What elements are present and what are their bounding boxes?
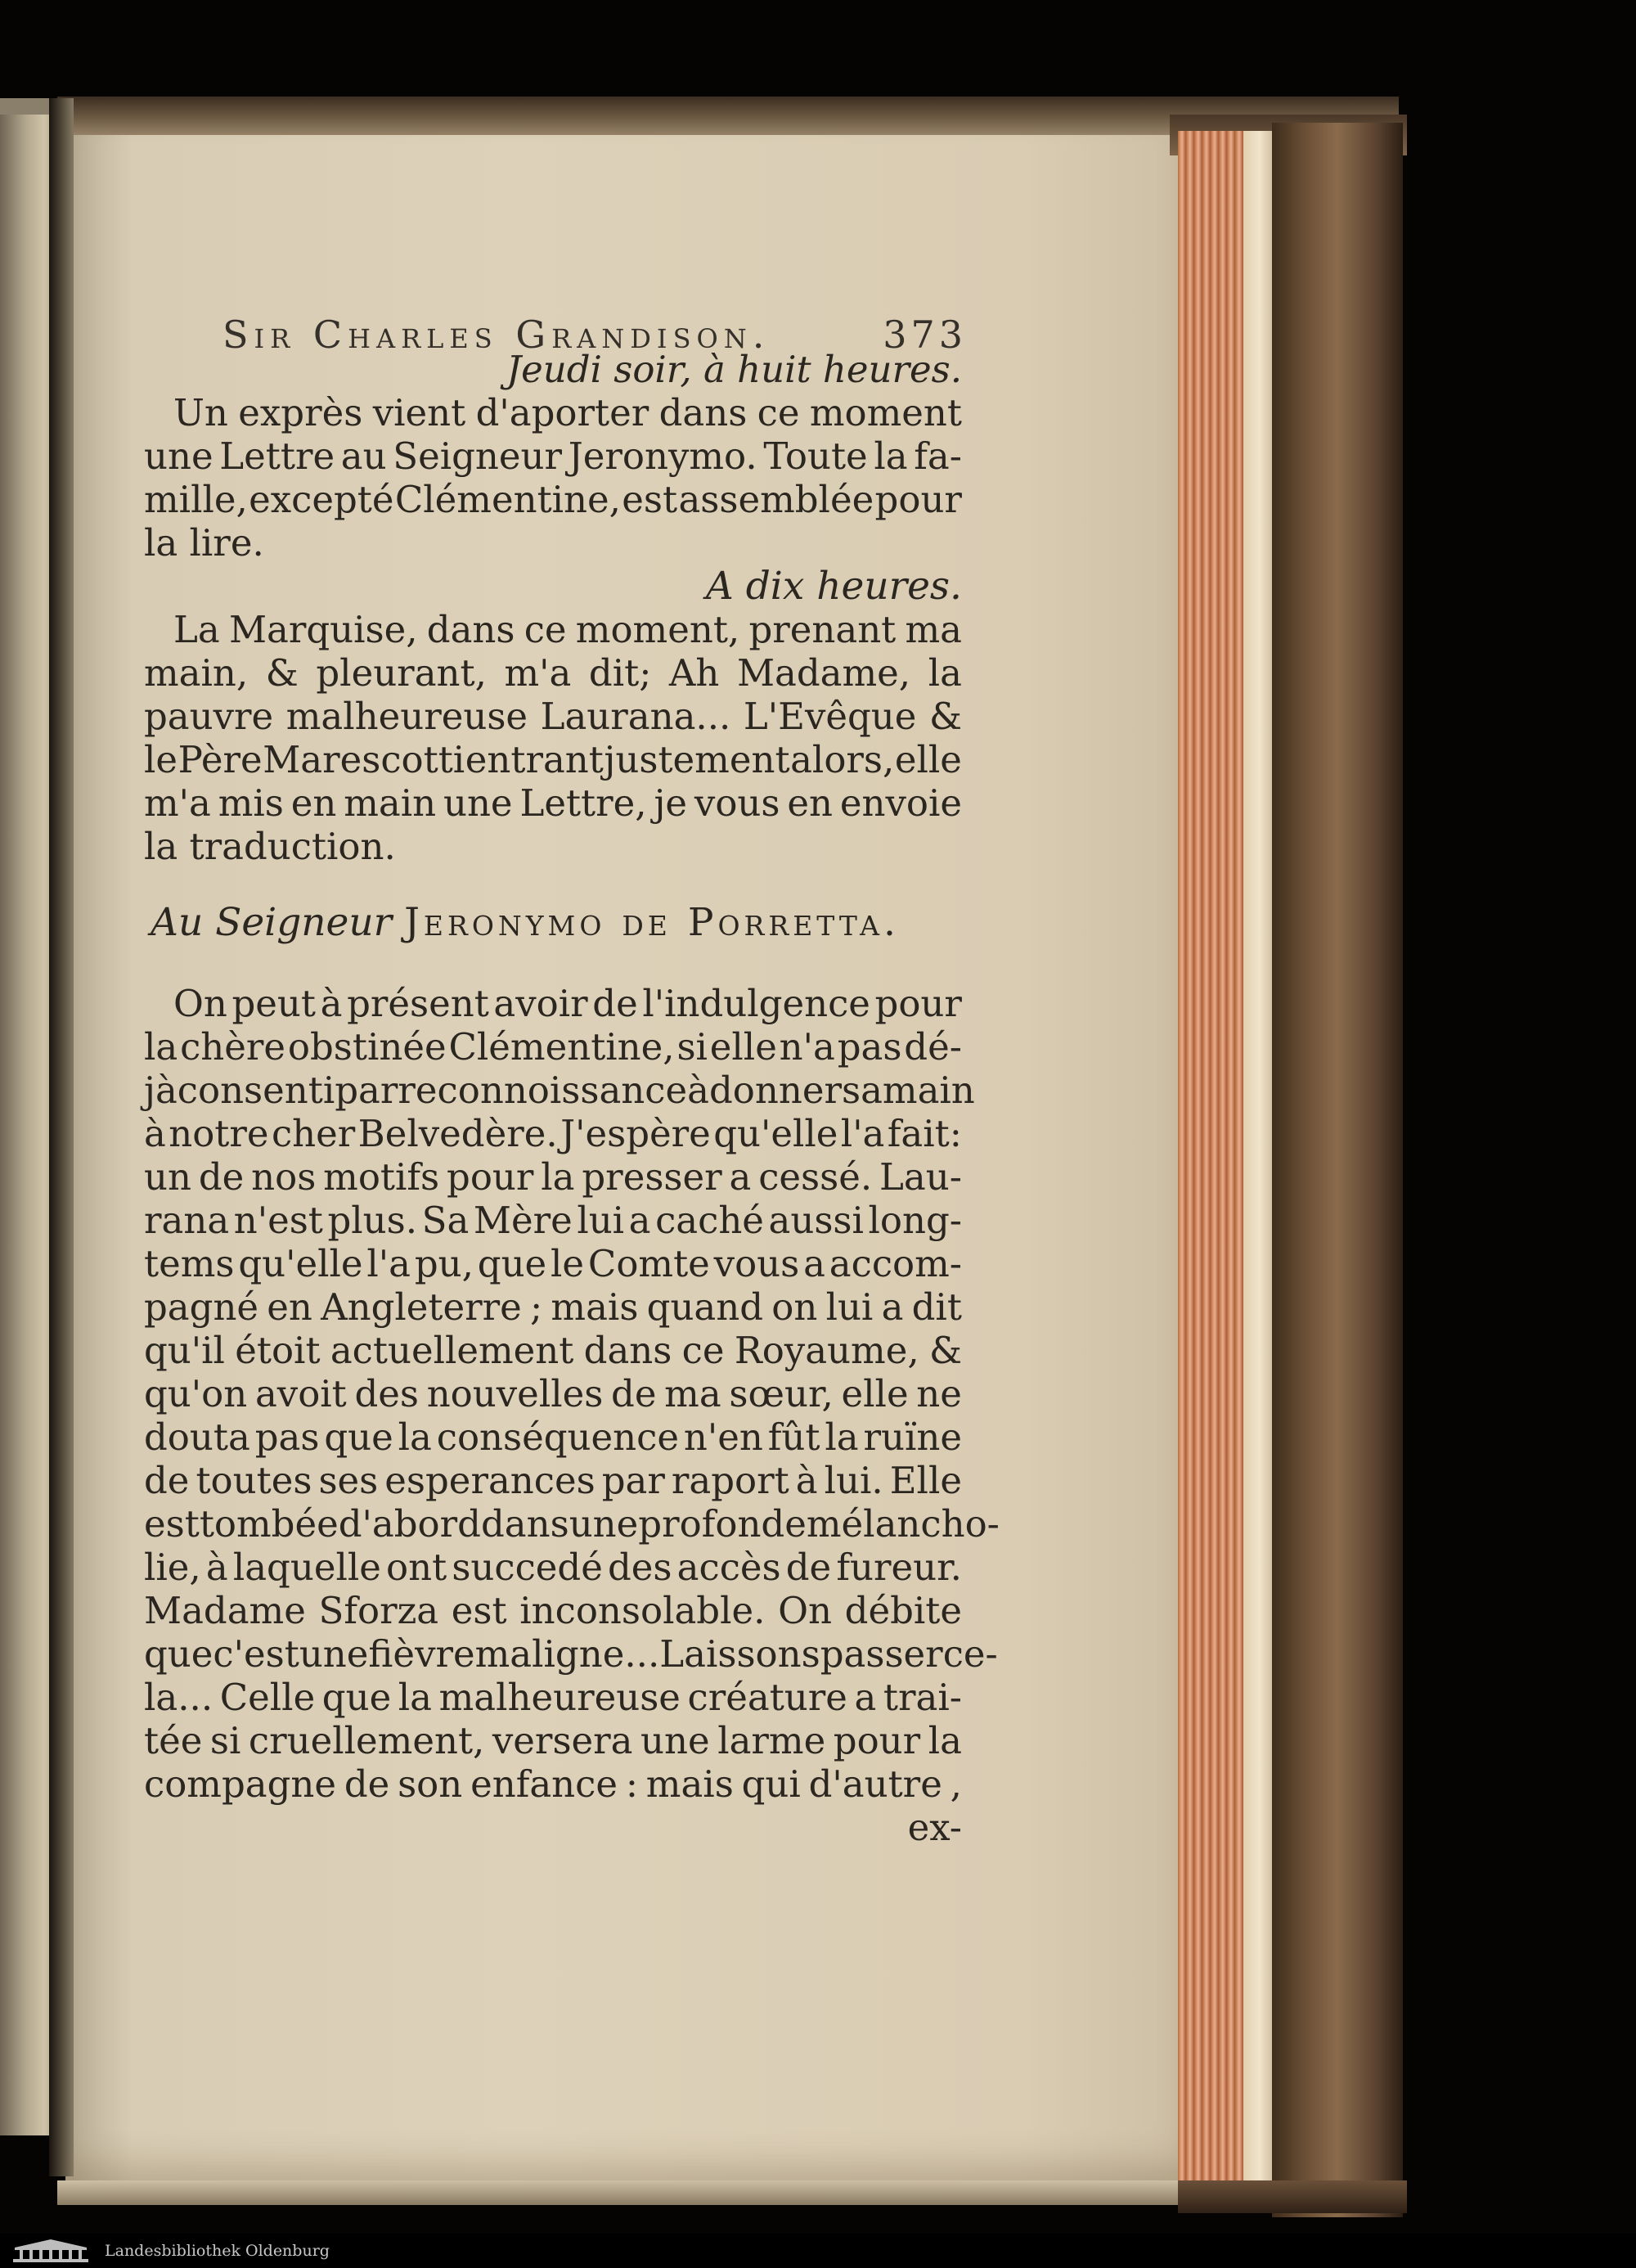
paragraph-line [144, 1589, 962, 1632]
word: conséquence [436, 1415, 679, 1459]
word: fa- [914, 434, 962, 478]
word: Lau- [879, 1155, 962, 1199]
word: reconnoissance [398, 1069, 688, 1112]
word: vient [372, 391, 466, 434]
word: a [881, 1285, 904, 1329]
word: enfance [470, 1762, 618, 1806]
word: est [622, 478, 678, 521]
word: sœur, [729, 1372, 834, 1415]
word: douta [144, 1415, 250, 1459]
word: Marescotti [263, 738, 465, 781]
word: Madame [144, 1589, 306, 1632]
word: Laissons [659, 1632, 820, 1676]
word: Elle [889, 1459, 962, 1502]
word: tems [144, 1242, 235, 1285]
word: Toute [763, 434, 868, 478]
word: fièvre [368, 1632, 475, 1676]
library-building-icon [11, 2238, 90, 2264]
word: entrant [465, 738, 604, 781]
word: presser [582, 1155, 722, 1199]
word: , [950, 1762, 962, 1806]
word: Belvedère. [357, 1112, 558, 1155]
paragraph-line: la lire. [144, 521, 264, 565]
word: Père [178, 738, 263, 781]
word: cher [271, 1112, 356, 1155]
word: caché [655, 1199, 764, 1242]
word: la [541, 1155, 575, 1199]
word: pauvre [144, 695, 274, 738]
word: m'a [144, 781, 211, 825]
word: pour [874, 982, 962, 1025]
paragraph-line [144, 1632, 998, 1676]
word: ce- [942, 1632, 998, 1676]
word: Royaume, [734, 1329, 919, 1372]
word: vous [713, 1242, 800, 1285]
word: Lettre, [519, 781, 647, 825]
word: succedé [452, 1546, 603, 1589]
paragraph-line [144, 1372, 962, 1415]
word: des [354, 1372, 419, 1415]
word: je [654, 781, 688, 825]
word: aussi [768, 1199, 864, 1242]
word: esperances [384, 1459, 596, 1502]
word: mais [551, 1285, 639, 1329]
word: On [778, 1589, 832, 1632]
word: passer [820, 1632, 943, 1676]
word: dé- [904, 1025, 962, 1069]
word: trai- [883, 1676, 962, 1719]
word: que [321, 1676, 392, 1719]
word: d'aporter [475, 391, 649, 434]
word: une [144, 434, 213, 478]
letter-heading-prefix: Au Seigneur [151, 900, 393, 945]
paragraph-line [144, 1546, 962, 1589]
word: le [144, 738, 178, 781]
paragraph-line [144, 651, 962, 695]
word: pour [447, 1155, 534, 1199]
word: malheureuse [285, 695, 528, 738]
paragraph-line [144, 608, 962, 651]
word: ce [524, 608, 567, 651]
word: d'autre [808, 1762, 942, 1806]
word: exprès [238, 391, 363, 434]
word: quand [646, 1285, 764, 1329]
word: un [144, 1155, 191, 1199]
word: ce [681, 1329, 725, 1372]
fore-edge-light [1243, 131, 1276, 2209]
paragraph-line [144, 1242, 962, 1285]
word: avoit [254, 1372, 347, 1415]
word: compagne [144, 1762, 337, 1806]
word: mille, [144, 478, 248, 521]
word: ; [530, 1285, 543, 1329]
word: notre [169, 1112, 269, 1155]
word: la [928, 651, 962, 695]
word: ce [757, 391, 800, 434]
paragraph-line [144, 1025, 962, 1069]
word: dit; [588, 651, 652, 695]
word: dans [480, 1502, 569, 1546]
word: inconsolable. [519, 1589, 766, 1632]
word: main [344, 781, 437, 825]
cover-bottom-edge [1178, 2180, 1407, 2213]
page-number: 373 [883, 313, 967, 357]
word: la [144, 1025, 178, 1069]
word: que [477, 1242, 547, 1285]
word: la [398, 1415, 432, 1459]
word: accès [676, 1546, 781, 1589]
word: lui [825, 1285, 874, 1329]
word: que [324, 1415, 393, 1459]
word: m'a [504, 651, 572, 695]
word: que [144, 1632, 213, 1676]
paragraph-line [144, 1459, 962, 1502]
word: la [874, 434, 908, 478]
word: donner [708, 1069, 842, 1112]
letter-heading [144, 901, 962, 944]
word: c'est [213, 1632, 299, 1676]
paragraph-line [144, 781, 962, 825]
word: toutes [196, 1459, 312, 1502]
word: ma [905, 608, 962, 651]
word: de [198, 1155, 245, 1199]
word: L'Evêque [743, 695, 917, 738]
word: à [205, 1546, 228, 1589]
dateline-ten-oclock: A dix heures. [705, 564, 962, 609]
word: motifs [323, 1155, 440, 1199]
word: en [267, 1285, 312, 1329]
word: rana [144, 1199, 230, 1242]
word: fût [767, 1415, 820, 1459]
word: moment, [575, 608, 740, 651]
word: a [854, 1676, 877, 1719]
word: maligne... [474, 1632, 660, 1676]
word: cruellement, [248, 1719, 485, 1762]
word: mais [645, 1762, 734, 1806]
word: mis [218, 781, 284, 825]
paragraph-line [144, 1285, 962, 1329]
word: l'a [366, 1242, 411, 1285]
paragraph-line [144, 1719, 962, 1762]
word: On [173, 982, 227, 1025]
word: des [608, 1546, 672, 1589]
word: Ah [668, 651, 720, 695]
word: elle [841, 1372, 909, 1415]
word: a [803, 1242, 825, 1285]
word: la [928, 1719, 962, 1762]
word: versera [492, 1719, 633, 1762]
word: actuellement [330, 1329, 574, 1372]
word: excepté [249, 478, 394, 521]
word: ont [386, 1546, 447, 1589]
word: Clémentine, [394, 478, 621, 521]
word: sa [841, 1069, 883, 1112]
word: elle [894, 738, 962, 781]
word: de [592, 982, 638, 1025]
word: si [676, 1025, 708, 1069]
page-bottom-edge [57, 2180, 1202, 2205]
word: d'abord [338, 1502, 481, 1546]
paragraph-line [144, 1415, 962, 1459]
word: & [265, 651, 299, 695]
word: plus. [327, 1199, 418, 1242]
word: assemblée [678, 478, 874, 521]
word: par [601, 1459, 665, 1502]
word: Un [173, 391, 228, 434]
word: envoie [839, 781, 962, 825]
text-block [144, 304, 1000, 1849]
word: tombée [199, 1502, 339, 1546]
running-head-title: Sir Charles Grandison. [222, 313, 771, 357]
word: pour [833, 1719, 921, 1762]
word: a [729, 1155, 752, 1199]
word: avoir [493, 982, 588, 1025]
word: Angleterre [321, 1285, 522, 1329]
word: lui. [824, 1459, 883, 1502]
library-name: Landesbibliothek Oldenburg [105, 2242, 330, 2260]
word: qu'il [144, 1329, 225, 1372]
word: mélancho- [806, 1502, 1000, 1546]
paragraph-line [144, 1329, 962, 1372]
word: pas [254, 1415, 320, 1459]
word: qu'elle [713, 1112, 838, 1155]
word: qu'elle [238, 1242, 363, 1285]
word: dit [911, 1285, 962, 1329]
word: fureur. [836, 1546, 962, 1589]
word: la [825, 1415, 859, 1459]
word: en [787, 781, 833, 825]
word: & [928, 1329, 962, 1372]
dateline-thursday: Jeudi soir, à huit heures. [506, 348, 962, 391]
word: alors, [790, 738, 895, 781]
word: long- [868, 1199, 962, 1242]
word: l'a [840, 1112, 885, 1155]
word: au [340, 434, 387, 478]
word: nos [251, 1155, 317, 1199]
spine-gutter [49, 98, 74, 2176]
word: main, [144, 651, 249, 695]
word: J'espère [560, 1112, 711, 1155]
leather-cover [1272, 123, 1403, 2217]
word: par [335, 1069, 398, 1112]
word: dans [426, 608, 515, 651]
paragraph-line: la traduction. [144, 825, 396, 868]
word: elle [709, 1025, 777, 1069]
word: a [628, 1199, 651, 1242]
word: la... [144, 1676, 213, 1719]
word: Clémentine, [448, 1025, 675, 1069]
word: laquelle [232, 1546, 381, 1589]
word: raport [671, 1459, 789, 1502]
catchword: ex- [907, 1806, 962, 1849]
word: ne [916, 1372, 962, 1415]
word: obstinée [287, 1025, 447, 1069]
word: Sforza [318, 1589, 439, 1632]
paragraph-line [144, 391, 962, 434]
word: main [882, 1069, 975, 1112]
word: pour [874, 478, 962, 521]
word: créature [687, 1676, 847, 1719]
word: dans [658, 391, 748, 434]
letter-heading-name: Jeronymo de Porretta. [404, 900, 900, 945]
word: est [451, 1589, 507, 1632]
footer-bar [0, 2234, 1636, 2268]
word: si [209, 1719, 241, 1762]
word: à [320, 982, 343, 1025]
word: cessé. [758, 1155, 873, 1199]
word: n'est [233, 1199, 323, 1242]
word: Jeronymo. [568, 434, 757, 478]
word: présent [347, 982, 489, 1025]
paragraph-2 [144, 608, 962, 868]
word: qui [741, 1762, 801, 1806]
paragraph-line [144, 1112, 962, 1155]
paragraph-line [144, 695, 962, 738]
word: pu, [414, 1242, 474, 1285]
paragraph-line [144, 478, 962, 521]
word: en [290, 781, 337, 825]
word: chère [180, 1025, 286, 1069]
paragraph-line [144, 1199, 962, 1242]
word: étoit [235, 1329, 321, 1372]
word: prenant [748, 608, 897, 651]
word: à [144, 1112, 166, 1155]
paragraph-1 [144, 391, 962, 565]
word: de [785, 1546, 832, 1589]
word: Laurana... [540, 695, 731, 738]
word: Sa [421, 1199, 470, 1242]
word: une [299, 1632, 369, 1676]
word: tée [144, 1719, 203, 1762]
word: l'indulgence [642, 982, 870, 1025]
word: fait: [887, 1112, 962, 1155]
word: ruïne [863, 1415, 962, 1459]
word: ma [664, 1372, 721, 1415]
word: Comte [587, 1242, 710, 1285]
word: malheureuse [438, 1676, 681, 1719]
word: débite [844, 1589, 962, 1632]
word: pagné [144, 1285, 259, 1329]
word: : [625, 1762, 638, 1806]
paragraph-line [144, 982, 962, 1025]
word: on [771, 1285, 818, 1329]
paragraph-line [144, 1676, 962, 1719]
word: La [173, 608, 220, 651]
paragraph-line [144, 738, 962, 781]
word: Marquise, [228, 608, 418, 651]
word: pas [837, 1025, 902, 1069]
word: consenti [177, 1069, 335, 1112]
word: est [144, 1502, 200, 1546]
word: moment [809, 391, 962, 434]
word: qu'on [144, 1372, 248, 1415]
word: pleurant, [316, 651, 487, 695]
word: de [611, 1372, 657, 1415]
word: une [443, 781, 513, 825]
word: peut [231, 982, 316, 1025]
word: dans [583, 1329, 672, 1372]
word: de [144, 1459, 190, 1502]
paragraph-3 [144, 982, 1000, 1806]
paragraph-line [144, 1502, 1000, 1546]
word: de [344, 1762, 390, 1806]
word: n'en [683, 1415, 763, 1459]
word: ses [318, 1459, 379, 1502]
word: Madame, [736, 651, 911, 695]
word: accom- [829, 1242, 962, 1285]
paragraph-line [144, 434, 962, 478]
word: justement [604, 738, 790, 781]
word: le [551, 1242, 585, 1285]
word: une [569, 1502, 639, 1546]
word: vous [694, 781, 780, 825]
word: lui [577, 1199, 625, 1242]
word: la [398, 1676, 433, 1719]
word: nouvelles [426, 1372, 604, 1415]
word: Seigneur [393, 434, 563, 478]
word: à [687, 1069, 709, 1112]
word: Lettre [219, 434, 335, 478]
word: son [398, 1762, 463, 1806]
word: lie, [144, 1546, 201, 1589]
word: larme [717, 1719, 826, 1762]
word: jà [144, 1069, 178, 1112]
paragraph-line [144, 1069, 975, 1112]
word: profonde [638, 1502, 807, 1546]
word: Celle [219, 1676, 316, 1719]
paragraph-line [144, 1762, 962, 1806]
word: une [640, 1719, 710, 1762]
word: à [795, 1459, 818, 1502]
paragraph-line [144, 1155, 962, 1199]
word: & [928, 695, 962, 738]
word: n'a [779, 1025, 835, 1069]
word: Mère [473, 1199, 573, 1242]
